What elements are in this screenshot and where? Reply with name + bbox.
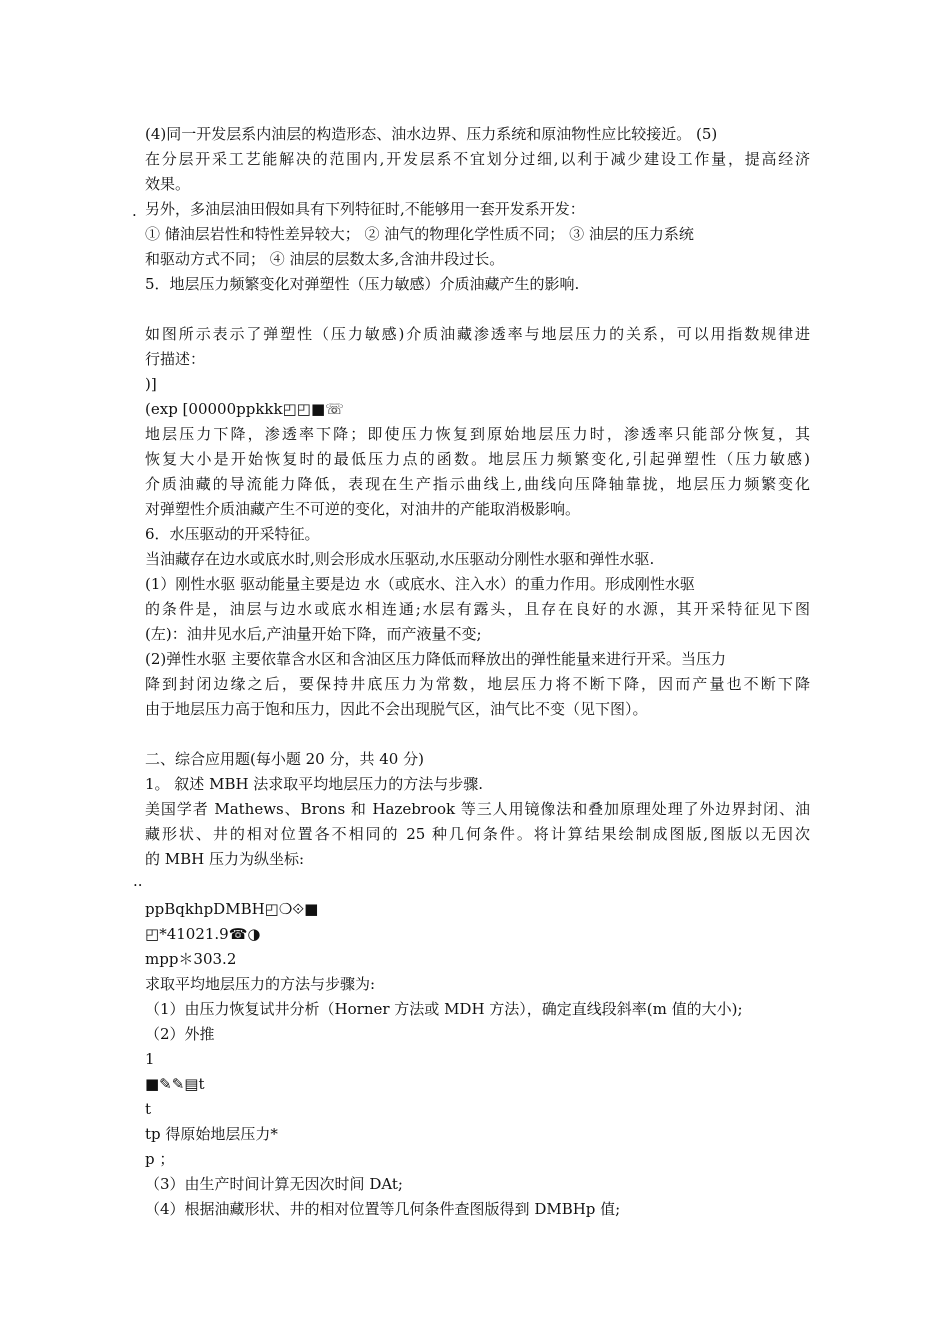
text-line: (1）刚性水驱 驱动能量主要是边 水（或底水、注入水）的重力作用。形成刚性水驱 bbox=[145, 575, 695, 593]
text-line: 行描述： bbox=[145, 350, 206, 368]
garbled-symbol-icon: ◰❍⟐■ bbox=[264, 900, 319, 918]
garbled-symbol-icon: ☎◑ bbox=[228, 925, 261, 943]
text-line: 对弹塑性介质油藏产生不可逆的变化，对油井的产能取消极影响。 bbox=[145, 500, 581, 518]
text-line: (2)弹性水驱 主要依靠含水区和含油区压力降低而释放出的弹性能量来进行开采。当压力 bbox=[145, 650, 727, 668]
step-line: （3）由生产时间计算无因次时间 DAt; bbox=[145, 1175, 403, 1193]
formula-line: )] bbox=[145, 375, 157, 393]
section-heading: 5．地层压力频繁变化对弹塑性（压力敏感）介质油藏产生的影响. bbox=[145, 275, 580, 293]
formula-line: p ； bbox=[145, 1150, 175, 1168]
step-line: （1）由压力恢复试井分析（Horner 方法或 MDH 方法），确定直线段斜率(m 值的大小); bbox=[145, 1000, 743, 1018]
text-line: 当油藏存在边水或底水时,则会形成水压驱动,水压驱动分刚性水驱和弹性水驱. bbox=[145, 550, 655, 568]
formula-line bbox=[145, 897, 810, 922]
formula-line: mpp＊303.2 bbox=[145, 950, 237, 968]
formula-line: 1 bbox=[145, 1050, 155, 1068]
garbled-symbol-icon: ■✎✎▤ bbox=[145, 1075, 199, 1093]
formula-line bbox=[145, 922, 810, 947]
formula-line bbox=[145, 397, 810, 422]
stray-double-dot-mark: .. bbox=[133, 872, 143, 890]
formula-text: t bbox=[198, 1075, 205, 1093]
document-page bbox=[145, 122, 810, 1222]
text-line: tp 得原始地层压力* bbox=[145, 1125, 278, 1143]
formula-line: t bbox=[145, 1100, 152, 1118]
text-line: 降到封闭边缘之后，要保持井底压力为常数，地层压力将不断下降，因而产量也不断下降 bbox=[145, 675, 810, 693]
section-heading: 二、综合应用题(每小题 20 分，共 40 分) bbox=[145, 750, 424, 768]
blank-line bbox=[145, 872, 810, 897]
section-heading: 6．水压驱动的开采特征。 bbox=[145, 525, 320, 543]
text-line: 和驱动方式不同； ④ 油层的层数太多,含油井段过长。 bbox=[145, 250, 505, 268]
formula-text: *41021.9 bbox=[159, 925, 229, 943]
blank-line bbox=[145, 297, 810, 322]
stray-dot-mark: . bbox=[132, 202, 137, 220]
text-line: (4)同一开发层系内油层的构造形态、油水边界、压力系统和原油物性应比较接近。 (5) bbox=[145, 125, 718, 143]
formula-text: (exp [00000ppkkk bbox=[145, 400, 283, 418]
text-line: (左)：油井见水后,产油量开始下降，而产液量不变; bbox=[145, 625, 482, 643]
text-line: 恢复大小是开始恢复时的最低压力点的函数。地层压力频繁变化,引起弹塑性（压力敏感) bbox=[145, 450, 810, 468]
text-line: 求取平均地层压力的方法与步骤为: bbox=[145, 975, 376, 993]
text-line: 美国学者 Mathews、Brons 和 Hazebrook 等三人用镜像法和叠加原理处理了外边界封闭、油 bbox=[145, 800, 810, 818]
garbled-symbol-icon: ◰ bbox=[145, 925, 160, 943]
text-line: 效果。 bbox=[145, 175, 191, 193]
garbled-symbol-icon: ◰◰■☏ bbox=[282, 400, 344, 418]
step-line: （4）根据油藏形状、井的相对位置等几何条件查图版得到 DMBHp 值; bbox=[145, 1200, 621, 1218]
text-line: 由于地层压力高于饱和压力，因此不会出现脱气区，油气比不变（见下图）。 bbox=[145, 700, 648, 718]
formula-line bbox=[145, 1072, 810, 1097]
text-line: ① 储油层岩性和特性差异较大； ② 油气的物理化学性质不同； ③ 油层的压力系统 bbox=[145, 225, 694, 243]
text-line: 在分层开采工艺能解决的范围内,开发层系不宜划分过细,以利于减少建设工作量，提高经济 bbox=[145, 150, 810, 168]
text-line: 的 MBH 压力为纵坐标: bbox=[145, 850, 305, 868]
text-line: 地层压力下降，渗透率下降；即使压力恢复到原始地层压力时，渗透率只能部分恢复，其 bbox=[145, 425, 810, 443]
blank-line bbox=[145, 722, 810, 747]
text-line: 介质油藏的导流能力降低，表现在生产指示曲线上,曲线向压降轴靠拢，地层压力频繁变化 bbox=[145, 475, 810, 493]
text-line: 藏形状、井的相对位置各不相同的 25 种几何条件。将计算结果绘制成图版,图版以无因次 bbox=[145, 825, 810, 843]
step-line: （2）外推 bbox=[145, 1025, 215, 1043]
text-line: 如图所示表示了弹塑性（压力敏感)介质油藏渗透率与地层压力的关系，可以用指数规律进 bbox=[145, 325, 810, 343]
question-line: 1。 叙述 MBH 法求取平均地层压力的方法与步骤. bbox=[145, 775, 484, 793]
text-line: 的条件是，油层与边水或底水相连通;水层有露头，且存在良好的水源，其开采特征见下图 bbox=[145, 600, 810, 618]
formula-text: ppBqkhpDMBH bbox=[145, 900, 265, 918]
text-line: 另外，多油层油田假如具有下列特征时,不能够用一套开发系开发： bbox=[145, 200, 585, 218]
